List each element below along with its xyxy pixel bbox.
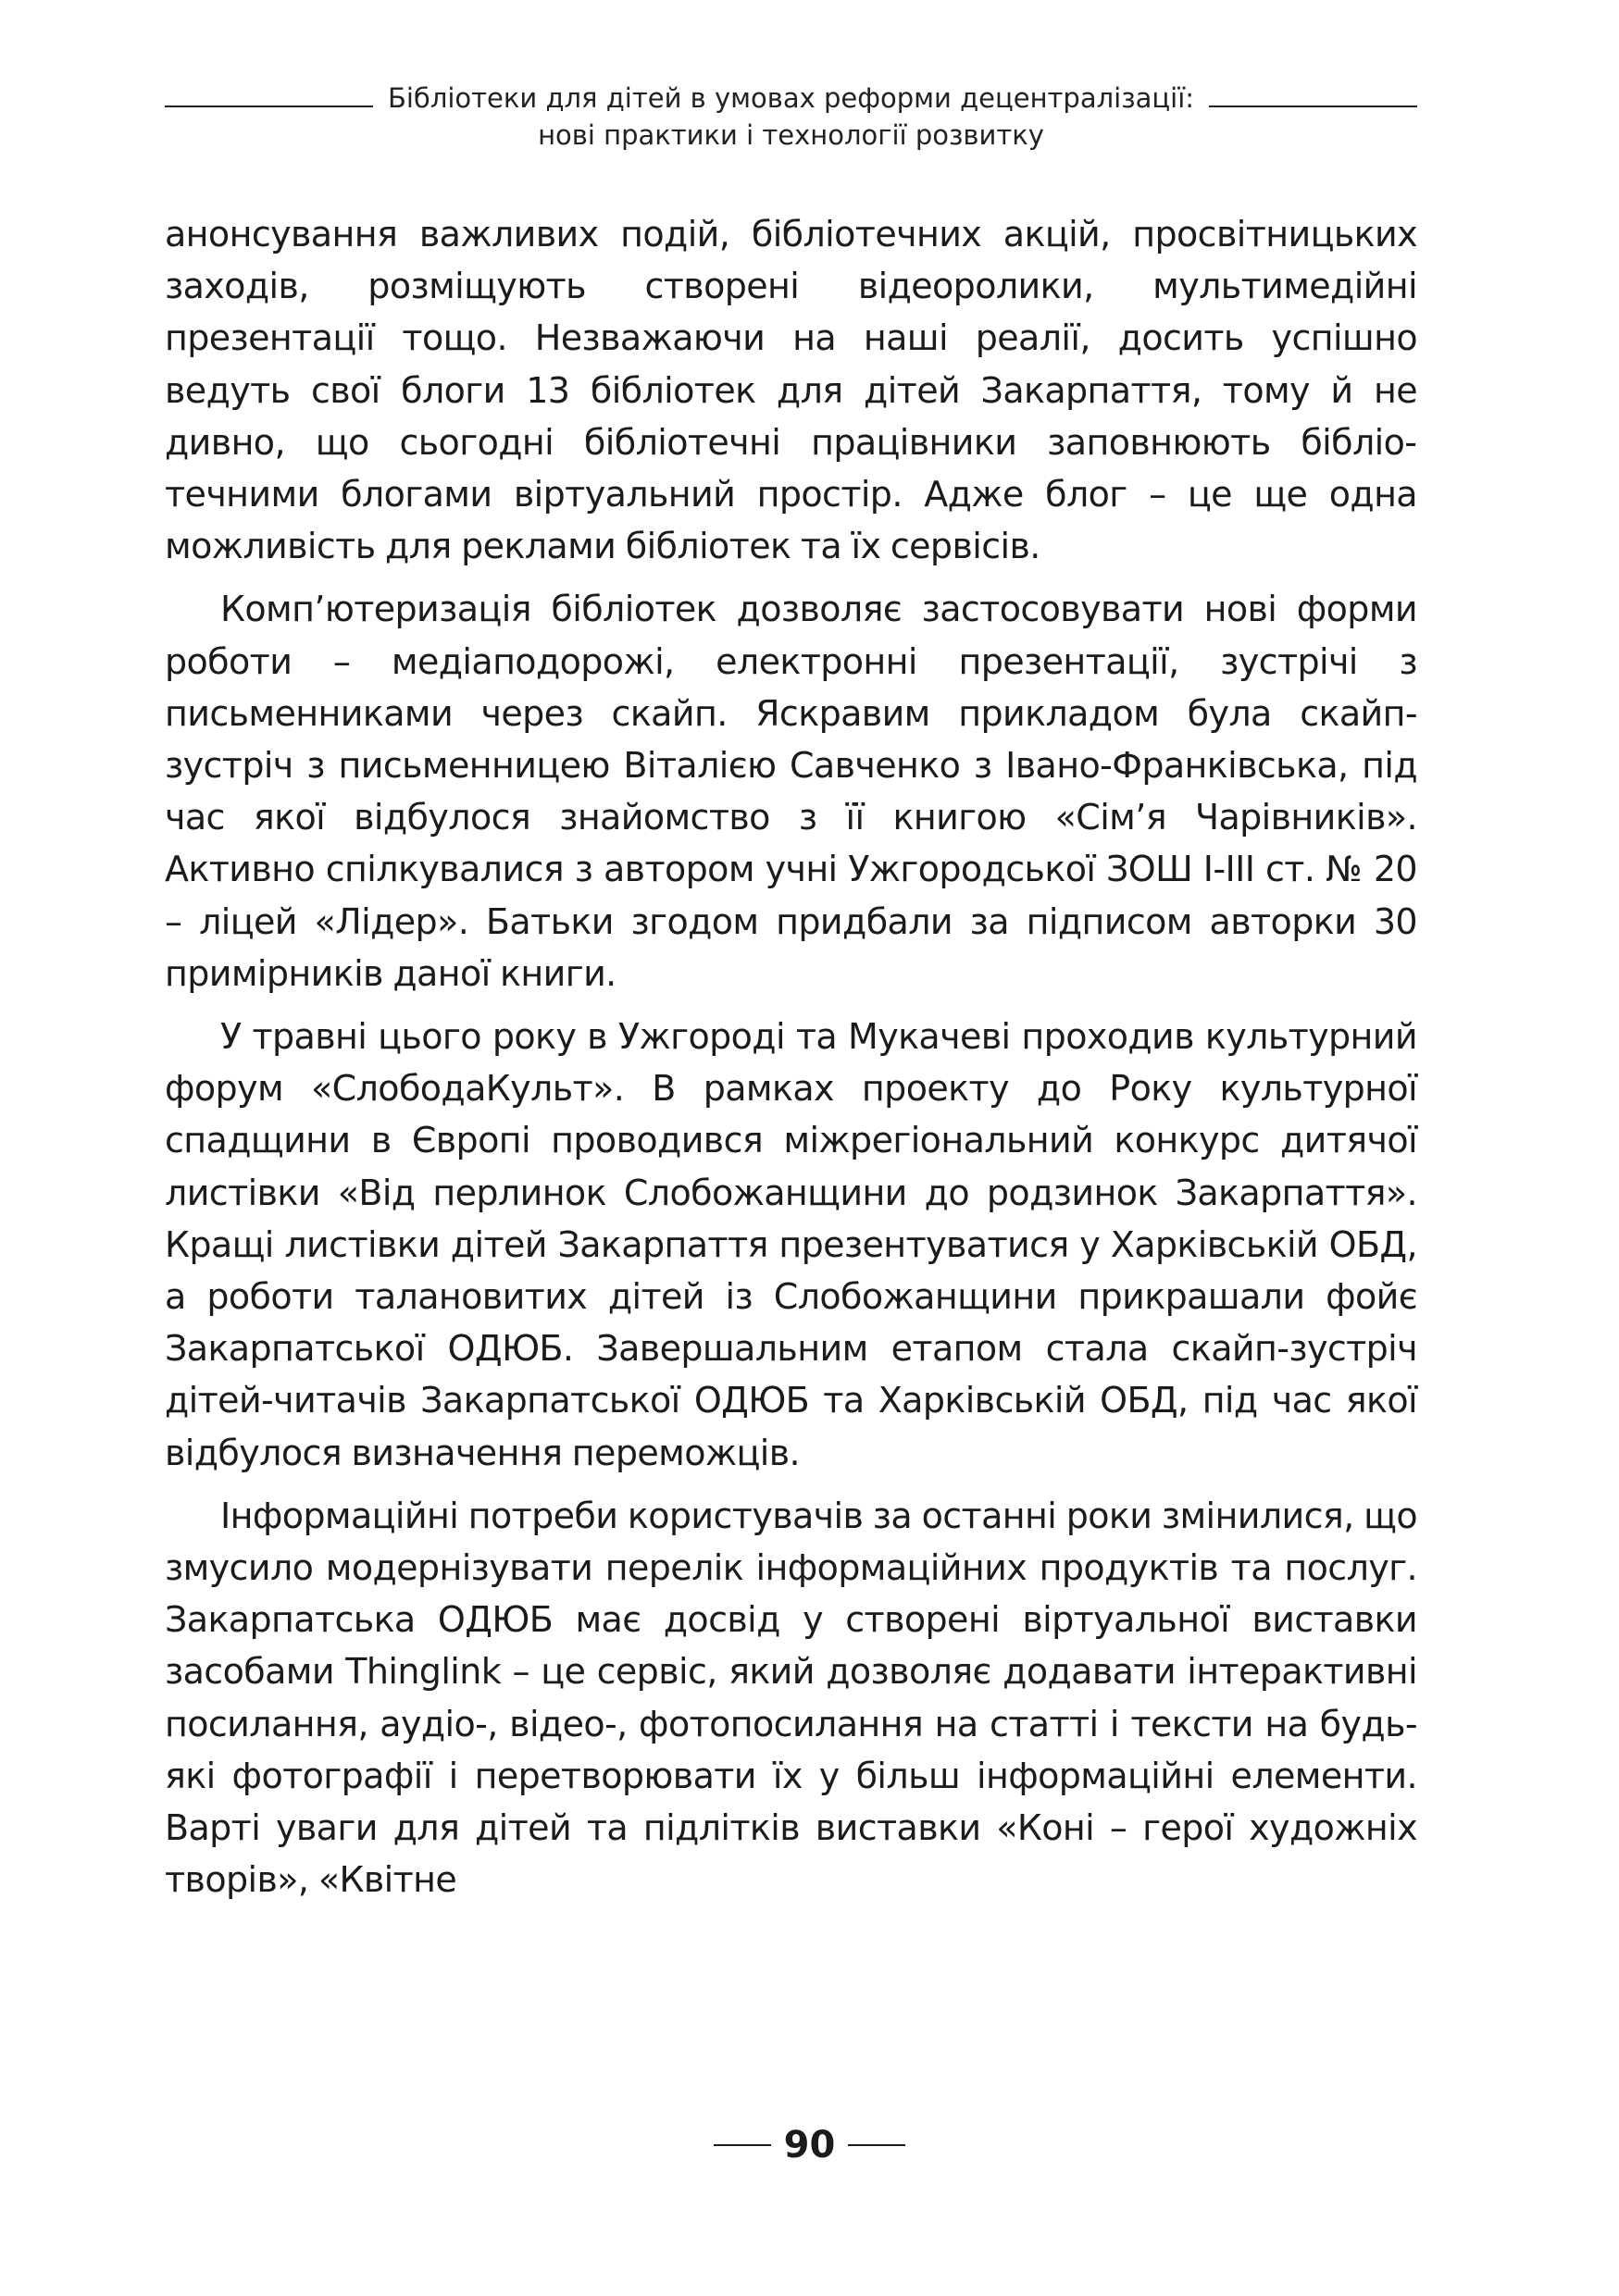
header-rule-right [1209,105,1417,107]
paragraph: Інформаційні потреби користувачів за останні роки змінилися, що змусило модернізувати перелік інформаційних продуктів та послуг. Закарпатська ОДЮБ має досвід у створені віртуальної виставки засобами Thinglink – це сервіс, який дозволяє додавати інтерактивні посилання, аудіо-, відео-, фотопосилання на статті і тексти на будь-які фотографії і перетворювати їх у більш інформаційні елементи. Варті уваги для дітей та підлітків виставки «Коні – герої художніх творів», «Квітне [165,1495,1417,1901]
page-number: 90 [783,2124,836,2166]
running-header [165,80,1417,154]
folio-rule-left [714,2144,771,2146]
body-text [165,208,1417,1917]
page-number-footer [0,2124,1619,2166]
paragraph: У травні цього року в Ужгороді та Мукачеві проходив культурний форум «СлободаКульт». В рамках проекту до Року культурної спадщини в Європі проводився міжрегіональний конкурс дитячої листівки «Від перлинок Слобожанщини до родзинок Закарпаття». Кращі листівки дітей Закарпаття презентуватися у Харківській ОБД, а роботи талановитих дітей із Слобожанщини прикрашали фойє Закарпатської ОДЮБ. Завершальним етапом стала скайп-зустріч дітей-читачів Закарпатської ОДЮБ та Харківській ОБД, під час якої відбулося визначення переможців. [165,1016,1417,1473]
paragraph: Комп’ютеризація бібліотек дозволяє застосовувати нові форми роботи – медіаподорожі, електронні презентації, зустрічі з письменниками через скайп. Яскравим прикладом була скайп-зустріч з письменницею Віталією Савченко з Івано-Франківська, під час якої відбулося знайомство з її книгою «Сім’я Чарівників». Активно спілкувалися з автором учні Ужгородської ЗОШ І-ІІІ ст. № 20 – ліцей «Лідер». Батьки згодом придбали за підписом авторки 30 примірників даної книги. [165,589,1417,994]
paragraph-continued: анонсування важливих подій, бібліотечних акцій, просвітницьких заходів, розміщують створені відеоролики, мультимедійні презентації тощо. Незважаючи на наші реалії, досить успішно ведуть свої блоги 13 бібліотек для дітей Закарпаття, тому й не дивно, що сьогодні бібліотечні працівники заповнюють бібліотечними блогами віртуальний простір. Адже блог – це ще одна можливість для реклами бібліотек та їх сервісів. [165,214,1417,567]
header-title-line-1: Бібліотеки для дітей в умовах реформи децентралізації: [387,82,1195,114]
folio-rule-right [848,2144,905,2146]
header-rule-left [165,105,373,107]
header-title-line-2: нові практики і технології розвитку [538,119,1044,151]
